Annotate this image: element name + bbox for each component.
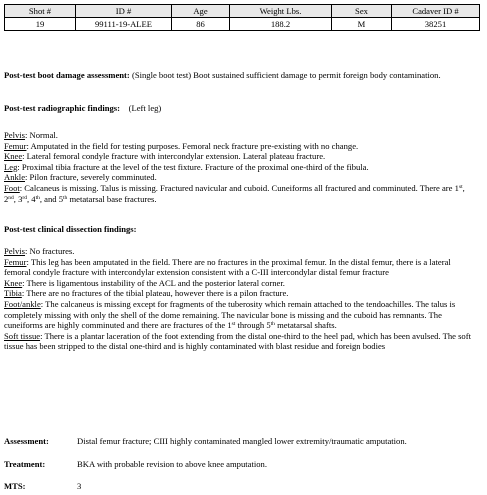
radio-leg bbox=[4, 162, 478, 173]
assessment-label: Assessment: bbox=[4, 436, 49, 446]
clin-soft-label: Soft tissue bbox=[4, 330, 41, 341]
assessment-text: Distal femur fracture; CIII highly contaminated mangled lower extremity/traumatic amputation. bbox=[77, 436, 407, 446]
cell-shot: 19 bbox=[5, 18, 76, 31]
cell-weight: 188.2 bbox=[230, 18, 332, 31]
radiographic-heading-line bbox=[4, 103, 478, 114]
radio-leg-text: : Proximal tibia fracture at the level of the test fixture. Fracture of the proximal one-third of the fibula. bbox=[17, 161, 369, 172]
radio-pelvis bbox=[4, 130, 478, 141]
treatment-text: BKA with probable revision to above knee amputation. bbox=[77, 459, 267, 469]
clinical-heading: Post-test clinical dissection findings: bbox=[4, 224, 137, 234]
radio-pelvis-text: : Normal. bbox=[25, 130, 58, 140]
radio-knee bbox=[4, 151, 478, 162]
radio-ankle bbox=[4, 172, 478, 183]
radio-foot: Foot: Calcaneus is missing. Talus is missing. Fractured navicular and cuboid. Cuneiforms all fractured and comminuted. There are 1st, 2nd, 3rd, 4th, and 5th metatarsal base fractures. bbox=[4, 182, 465, 204]
radio-foot-label: Foot bbox=[4, 182, 20, 193]
treatment-label: Treatment: bbox=[4, 459, 46, 469]
boot-assessment bbox=[4, 70, 478, 81]
boot-heading: Post-test boot damage assessment: bbox=[4, 70, 130, 80]
header-cadaver-id: Cadaver ID # bbox=[392, 5, 480, 18]
radio-femur bbox=[4, 141, 478, 152]
radio-ankle-text: : Pilon fracture, severely comminuted. bbox=[25, 172, 157, 183]
radiographic-side: (Left leg) bbox=[128, 103, 162, 113]
mts-text: 3 bbox=[77, 481, 82, 491]
radio-knee-label: Knee bbox=[4, 151, 23, 162]
clin-pelvis-text: : No fractures. bbox=[25, 246, 75, 256]
clin-femur-text: : This leg has been amputated in the field. There are no fractures in the proximal femur. In the distal femur, there is a lateral femoral condyle fracture with intercondylar extension consistent with a C-III intercondylar distal femur fracture bbox=[4, 256, 451, 278]
table-row bbox=[5, 18, 480, 31]
clin-soft-tissue bbox=[4, 331, 478, 352]
header-id: ID # bbox=[76, 5, 172, 18]
header-sex: Sex bbox=[332, 5, 392, 18]
clinical-findings bbox=[4, 246, 478, 352]
clin-tibia bbox=[4, 288, 478, 299]
clin-knee bbox=[4, 278, 478, 289]
radiographic-findings bbox=[4, 130, 478, 204]
clin-tibia-label: Tibia bbox=[4, 288, 22, 299]
clin-pelvis-label: Pelvis bbox=[4, 246, 26, 256]
clin-pelvis bbox=[4, 246, 478, 257]
cell-sex: M bbox=[332, 18, 392, 31]
header-shot: Shot # bbox=[5, 5, 76, 18]
header-weight: Weight Lbs. bbox=[230, 5, 332, 18]
mts-label: MTS: bbox=[4, 481, 26, 491]
header-age: Age bbox=[172, 5, 230, 18]
radio-ankle-label: Ankle bbox=[4, 172, 26, 183]
table-header-row bbox=[5, 5, 480, 18]
cell-cadaver-id: 38251 bbox=[392, 18, 480, 31]
radio-leg-label: Leg bbox=[4, 161, 18, 172]
radio-pelvis-label: Pelvis bbox=[4, 130, 26, 140]
clin-soft-text: : There is a plantar laceration of the foot extending from the distal one-third to the heel pad, which has been avulsed. The soft tissue has been stripped to the distal one-third and is highly contaminated with blast residue and foreign bodies bbox=[4, 330, 471, 352]
specimen-table bbox=[4, 4, 480, 31]
clin-femur-label: Femur bbox=[4, 256, 27, 267]
cell-age: 86 bbox=[172, 18, 230, 31]
radio-knee-text: : Lateral femoral condyle fracture with intercondylar extension. Lateral plateau fracture. bbox=[22, 151, 326, 162]
report-page bbox=[4, 4, 480, 491]
clin-knee-text: : There is ligamentous instability of the ACL and the posterior lateral corner. bbox=[22, 277, 285, 288]
radio-femur-label: Femur bbox=[4, 140, 27, 151]
clin-tibia-text: : There are no fractures of the tibial plateau, however there is a pilon fracture. bbox=[21, 288, 289, 299]
radiographic-heading: Post-test radiographic findings: bbox=[4, 103, 121, 113]
cell-id: 99111-19-ALEE bbox=[76, 18, 172, 31]
radio-femur-text: : Amputated in the field for testing purposes. Femoral neck fracture pre-existing with no change. bbox=[26, 140, 359, 151]
clinical-heading-line bbox=[4, 224, 478, 235]
clin-knee-label: Knee bbox=[4, 277, 23, 288]
clin-femur bbox=[4, 257, 478, 278]
boot-text: (Single boot test) Boot sustained sufficient damage to permit foreign body contamination. bbox=[131, 70, 441, 80]
clin-foot: Foot/ankle: The calcaneus is missing except for fragments of the tuberosity which remain attached to the tendoachilles. The talus is completely missing with only the shell of the dome remaining. The navicular bone is missing and the cuboid has remnants. The cuneiforms are highly comminuted and there are fractures of the 1st through 5th metatarsal shafts. bbox=[4, 298, 456, 331]
clin-foot-label: Foot/ankle bbox=[4, 298, 41, 309]
